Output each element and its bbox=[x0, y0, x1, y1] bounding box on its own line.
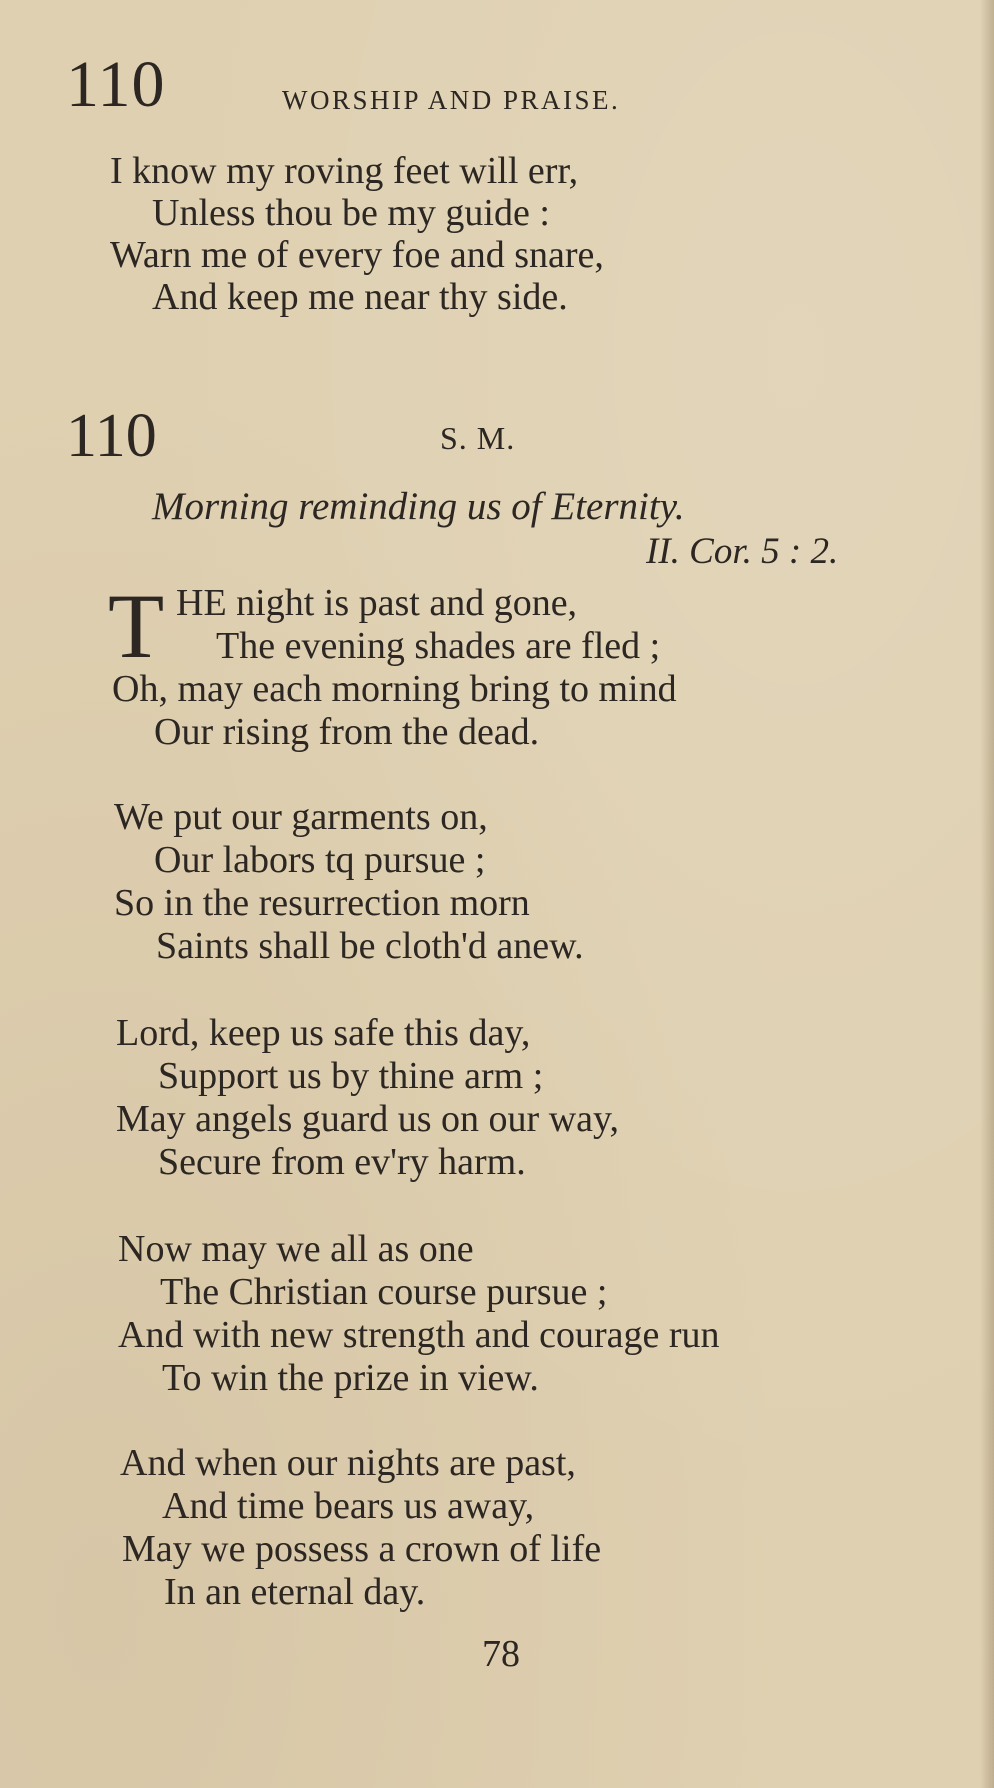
verse-line: And with new strength and courage run bbox=[118, 1314, 720, 1356]
verse-line: Our rising from the dead. bbox=[154, 711, 540, 753]
verse-line: And keep me near thy side. bbox=[152, 276, 568, 318]
verse-line: So in the resurrection morn bbox=[114, 882, 530, 924]
verse-line: May we possess a crown of life bbox=[122, 1528, 602, 1570]
page-edge-shadow bbox=[980, 0, 994, 1788]
verse-line: HE night is past and gone, bbox=[176, 582, 578, 624]
verse-line: Lord, keep us safe this day, bbox=[116, 1012, 531, 1054]
verse-line: Secure from ev'ry harm. bbox=[158, 1141, 526, 1183]
verse-line: Saints shall be cloth'd anew. bbox=[156, 925, 584, 967]
verse-line: I know my roving feet will err, bbox=[110, 150, 579, 192]
hymn-meter: S. M. bbox=[440, 420, 516, 456]
verse-line: Our labors tq pursue ; bbox=[154, 839, 486, 881]
verse-line: The Christian course pursue ; bbox=[160, 1271, 608, 1313]
hymn-number: 110 bbox=[66, 402, 157, 470]
verse-line: Unless thou be my guide : bbox=[152, 192, 550, 234]
scripture-reference: II. Cor. 5 : 2. bbox=[646, 531, 839, 572]
verse-line: And time bears us away, bbox=[162, 1485, 535, 1527]
running-head-number: 110 bbox=[66, 48, 166, 121]
page-number: 78 bbox=[482, 1633, 520, 1675]
verse-line: And when our nights are past, bbox=[120, 1442, 576, 1484]
running-head-title: WORSHIP AND PRAISE. bbox=[282, 85, 621, 115]
verse-line: May angels guard us on our way, bbox=[116, 1098, 620, 1140]
verse-line: Warn me of every foe and snare, bbox=[110, 234, 604, 276]
verse-line: Now may we all as one bbox=[118, 1228, 474, 1270]
verse-line: To win the prize in view. bbox=[162, 1357, 539, 1399]
drop-cap: T bbox=[108, 575, 165, 677]
verse-line: Support us by thine arm ; bbox=[158, 1055, 544, 1097]
verse-line: The evening shades are fled ; bbox=[216, 625, 661, 667]
verse-line: Oh, may each morning bring to mind bbox=[112, 668, 677, 710]
verse-line: In an eternal day. bbox=[164, 1571, 426, 1613]
verse-line: We put our garments on, bbox=[114, 796, 488, 838]
hymn-title: Morning reminding us of Eternity. bbox=[152, 485, 685, 528]
